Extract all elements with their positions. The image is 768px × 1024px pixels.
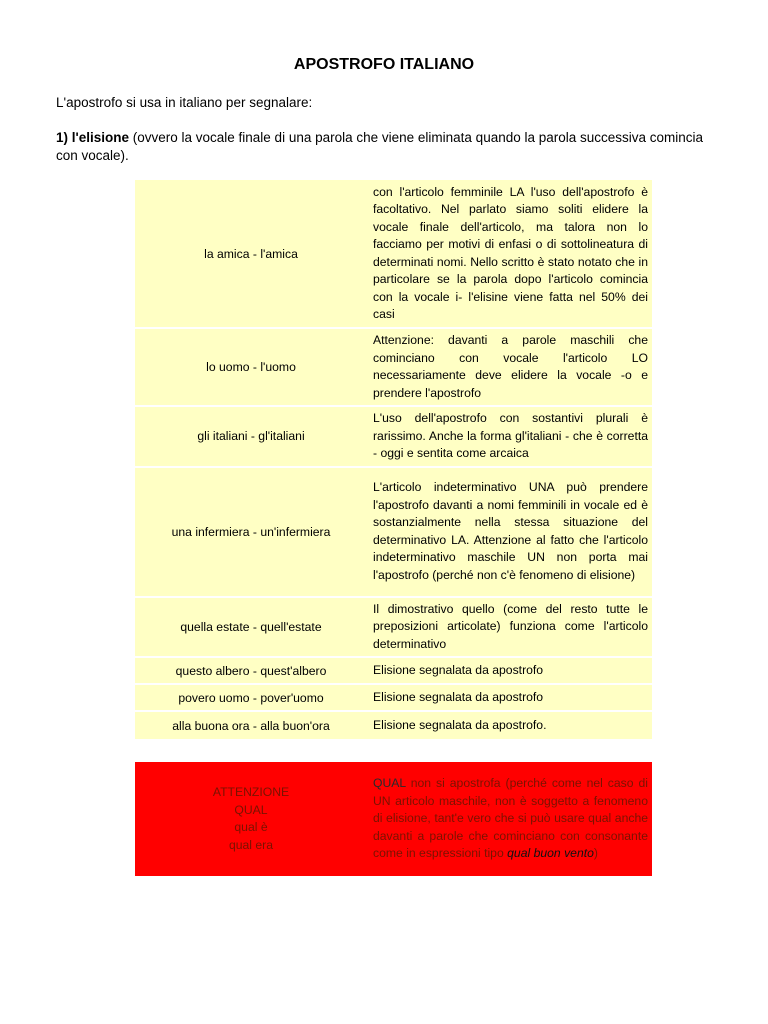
warning-heading: ATTENZIONE	[212, 785, 290, 799]
warning-note-italic: qual buon vento	[507, 846, 594, 861]
warning-note-keyword: QUAL	[373, 776, 406, 791]
point-1-label: 1) l'elisione	[56, 130, 129, 145]
warning-examples-cell	[135, 762, 367, 876]
table-row	[135, 597, 652, 658]
table-row	[135, 180, 652, 328]
table-row	[135, 711, 652, 739]
example-cell: alla buona ora - alla buon'ora	[135, 711, 367, 739]
note-cell: L'articolo indeterminativo UNA può prendere l'apostrofo davanti a nomi femminili in vocale ed è sostanzialmente nella stessa situazione del determinativo LA. Attenzione al fatto che l'articolo indeterminativo maschile UN non porta mai l'apostrofo (perché non c'è fenomeno di elisione)	[367, 467, 652, 597]
note-cell: Attenzione: davanti a parole maschili che cominciano con vocale l'articolo LO necessariamente deve elidere la vocale -o e prendere l'apostrofo	[367, 328, 652, 406]
warning-note-end: )	[593, 846, 598, 861]
example-cell: lo uomo - l'uomo	[135, 328, 367, 406]
table-row	[135, 467, 652, 597]
table-row	[135, 328, 652, 406]
point-1-paragraph	[56, 129, 706, 165]
warning-example: qual è	[234, 820, 268, 834]
warning-table	[135, 762, 652, 876]
page-title: APOSTROFO ITALIANO	[293, 56, 475, 73]
example-cell: gli italiani - gl'italiani	[135, 406, 367, 467]
intro-paragraph: L'apostrofo si usa in italiano per segnalare:	[56, 95, 313, 110]
example-cell: quella estate - quell'estate	[135, 597, 367, 658]
warning-word: QUAL	[234, 802, 268, 817]
table-row	[135, 406, 652, 467]
warning-row	[135, 762, 652, 876]
note-cell: Elisione segnalata da apostrofo.	[367, 711, 652, 739]
note-cell: L'uso dell'apostrofo con sostantivi plurali è rarissimo. Anche la forma gl'italiani - che è corretta - oggi e sentita come arcaica	[367, 406, 652, 467]
example-cell: questo albero - quest'albero	[135, 657, 367, 684]
warning-note-cell	[367, 762, 652, 876]
example-cell: povero uomo - pover'uomo	[135, 684, 367, 711]
note-cell: con l'articolo femminile LA l'uso dell'apostrofo è facoltativo. Nel parlato siamo soliti elidere la vocale finale dell'articolo, ma talora non lo facciamo per motivi di enfasi o di sottolineatura di determinati nomi. Nello scritto è stato notato che in particolare se la parola dopo l'articolo comincia con la vocale i- l'elisine viene fatta nel 50% dei casi	[373, 184, 648, 321]
example-cell: una infermiera - un'infermiera	[135, 467, 367, 597]
point-1-text: (ovvero la vocale finale di una parola che viene eliminata quando la parola successiva comincia con vocale).	[56, 130, 704, 163]
warning-note-text: non si apostrofa (perché come nel caso di UN articolo maschile, non è soggetto a fenomeno di elisione, tant'e vero che si può usare qual anche davanti a parole che cominciano con consonante come in espressioni tipo	[373, 776, 648, 861]
elision-table	[135, 180, 652, 739]
table-row	[135, 684, 652, 711]
note-cell: Elisione segnalata da apostrofo	[367, 684, 652, 711]
warning-example: qual era	[228, 837, 274, 852]
note-cell: Il dimostrativo quello (come del resto tutte le preposizioni articolate) funziona come l'articolo determinativo	[367, 597, 652, 658]
note-cell: Elisione segnalata da apostrofo	[367, 657, 652, 684]
table-row	[135, 657, 652, 684]
example-cell: la amica - l'amica	[204, 246, 298, 261]
